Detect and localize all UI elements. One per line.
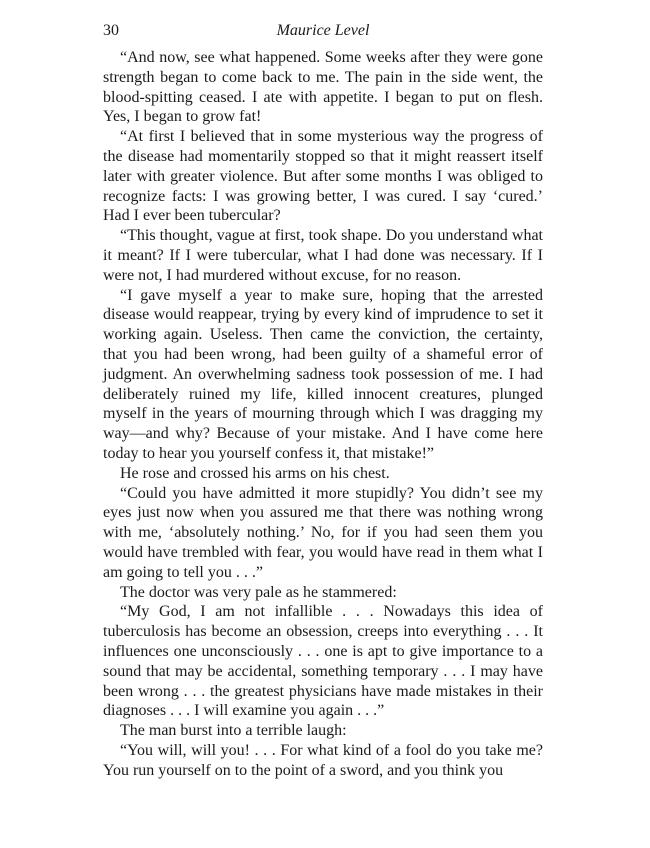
- running-title: Maurice Level: [276, 22, 370, 39]
- paragraph: The doctor was very pale as he stammered:: [120, 583, 397, 601]
- paragraph: “I gave myself a year to make sure, hoping that the arrested disease would reappear, trying by every kind of imprudence to set it working again. Useless. Then came the conviction, the certainty, that you had been wrong, had been guilty of a shameful error of judgment. An overwhelming sadness took possession of me. I had deliberately ruined my life, killed innocent creatures, plunged myself in the years of mourning through which I was dragging my way—and why? Because of your mistake. And I have come here today to hear you yourself confess it, that mistake!”: [103, 286, 543, 462]
- paragraph: “My God, I am not infallible . . . Nowadays this idea of tuberculosis has become an obsession, creeps into everything . . . It influences one unconsciously . . . one is apt to give importance to a sound that may be accidental, something temporary . . . I may have been wrong . . . the greatest physicians have made mistakes in their diagnoses . . . I will examine you again . . .”: [103, 603, 543, 720]
- paragraph: He rose and crossed his arms on his chest.: [120, 464, 390, 482]
- book-page: [103, 20, 543, 780]
- paragraph: “You will, will you! . . . For what kind of a fool do you take me? You run yourself on to the point of a sword, and you think you: [103, 741, 543, 779]
- paragraph: “At first I believed that in some mysterious way the progress of the disease had momentarily stopped so that it might reassert itself later with greater violence. But after some months I was obliged to recognize facts: I was growing better, I was cured. I say ‘cured.’ Had I ever been tubercular?: [103, 128, 543, 225]
- paragraph: “And now, see what happened. Some weeks after they were gone strength began to come back to me. The pain in the side went, the blood-spitting ceased. I ate with appetite. I began to put on flesh. Yes, I began to grow fat!: [103, 49, 543, 126]
- paragraph: “Could you have admitted it more stupidly? You didn’t see my eyes just now when you assured me that there was nothing wrong with me, ‘absolutely nothing.’ No, for if you had seen them you would have trembled with fear, you would have read in them what I am going to tell you . . .”: [103, 484, 543, 581]
- paragraph: The man burst into a terrible laugh:: [120, 722, 347, 740]
- page-number: 30: [103, 22, 119, 39]
- running-head: [103, 20, 543, 42]
- body-text: [103, 48, 543, 780]
- paragraph: “This thought, vague at first, took shape. Do you understand what it meant? If I were tubercular, what I had done was necessary. If I were not, I had murdered without excuse, for no reason.: [103, 227, 543, 284]
